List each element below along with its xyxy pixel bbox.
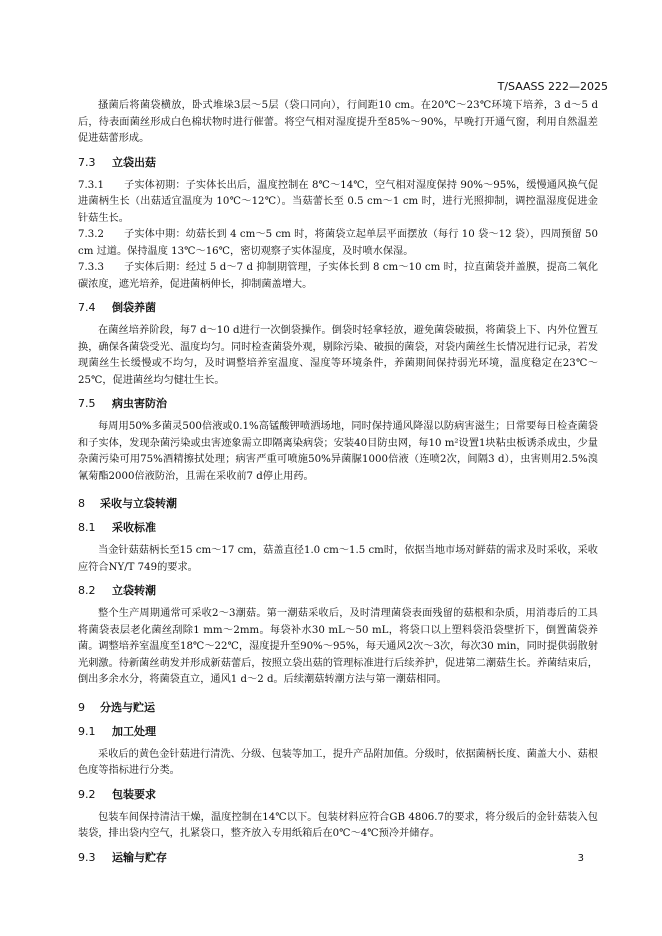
chapter-title: 采收与立袋转潮 <box>100 497 177 510</box>
clause-7-3-1 <box>78 178 598 228</box>
chapter-number: 9 <box>78 700 85 714</box>
section-number: 7.4 <box>78 301 96 314</box>
section-number: 7.3 <box>78 155 96 169</box>
section-8-2-heading <box>78 584 598 598</box>
clause-7-3-2 <box>78 227 598 260</box>
clause-text: 子实体后期：经过 5 d～7 d 抑制期管理，子实体长到 8 cm～10 cm 时，拉直菌袋并盖膜，提高二氧化碳浓度，遮光培养，促进菌柄伸长，抑制菌盖增大。 <box>78 262 598 290</box>
section-number: 9.2 <box>78 787 96 801</box>
section-number: 8.1 <box>78 521 96 534</box>
clause-number: 7.3.3 <box>78 262 104 273</box>
section-title: 采收标准 <box>112 521 156 534</box>
clause-number: 7.3.1 <box>78 179 104 191</box>
section-9-2-paragraph: 包装车间保持清洁干燥，温度控制在14℃以下。包装材料应符合GB 4806.7的要求，将分级后的金针菇装入包装袋，排出袋内空气，扎紧袋口，整齐放入专用纸箱后在0℃～4℃预冷并储存。 <box>78 811 598 839</box>
section-7-4-paragraph: 在菌丝培养阶段，每7 d～10 d进行一次倒袋操作。倒袋时轻拿轻放，避免菌袋破损，将菌袋上下、内外位置互换，确保各菌袋受光、温度均匀。同时检查菌袋外观，剔除污染、破损的菌袋，对袋内菌丝生长情况进行记录，若发现菌丝生长缓慢或不均匀，及时调整培养室温度、湿度等环境条件，养菌期间保持弱光环境，温度稳定在23℃～25℃，促进菌丝均匀健壮生长。 <box>78 325 598 386</box>
intro-paragraph: 搔菌后将菌袋横放，卧式堆垛3层～5层（袋口同向），行间距10 cm。在20℃～23℃环境下培养，3 d～5 d后，待表面菌丝形成白色棉状物时进行催蕾。将空气相对湿度提升至85%～90%，早晚打开通气窗，利用自然温差促进菇蕾形成。 <box>78 100 598 144</box>
section-title: 倒袋养菌 <box>112 301 156 314</box>
section-number: 8.2 <box>78 584 96 597</box>
page-number: 3 <box>577 853 584 864</box>
section-7-5-heading <box>78 397 598 411</box>
section-7-4-heading <box>78 301 598 315</box>
section-title: 病虫害防治 <box>112 397 167 410</box>
section-9-1-paragraph: 采收后的黄色金针菇进行清洗、分级、包装等加工，提升产品附加值。分级时，依据菌柄长度、菌盖大小、菇根色度等指标进行分类。 <box>78 748 598 776</box>
clause-7-3-3 <box>78 260 598 293</box>
clause-number: 7.3.2 <box>78 229 104 240</box>
section-8-1-heading <box>78 521 598 535</box>
chapter-8-heading <box>78 497 598 511</box>
section-9-3-heading <box>78 851 598 865</box>
section-7-5-paragraph: 每周用50%多菌灵500倍液或0.1%高锰酸钾喷洒场地，同时保持通风降湿以防病害滋生；日常要每日检查菌袋和子实体，发现杂菌污染或虫害迹象需立即隔离染病袋；安装40目防虫网，每10 m²设置1块粘虫板诱杀成虫，少量杂菌污染可用75%酒精擦拭处理；病害严重可喷施50%异菌脲1000倍液（连喷2次，间隔3 d），虫害则用2.5%溴氰菊酯2000倍液防治，且需在采收前7 d停止用药。 <box>78 421 598 482</box>
section-8-2-paragraph: 整个生产周期通常可采收2～3潮菇。第一潮菇采收后，及时清理菌袋表面残留的菇根和杂质，用消毒后的工具将菌袋表层老化菌丝刮除1 mm～2mm。每袋补水30 mL～50 mL，将袋口以上塑料袋沿袋壁折下，倒置菌袋养菌。调整培养室温度至18℃～22℃，湿度提升至90%～95%，每天通风2次～3次，每次30 min，同时提供弱散射光刺激。待新菌丝萌发并形成新菇蕾后，按照立袋出菇的管理标准进行后续养护，促进第二潮菇生长。养菌结束后，倒出多余水分，将菌袋直立，通风1 d～2 d。后续潮菇转潮方法与第一潮菇相同。 <box>78 608 598 685</box>
section-9-1-heading <box>78 725 598 739</box>
section-number: 9.1 <box>78 724 96 738</box>
section-7-3-heading <box>78 156 598 170</box>
clause-text: 子实体初期：子实体长出后，温度控制在 8℃～14℃，空气相对湿度保持 90%～95%，缓慢通风换气促进菌柄生长（出菇适宜温度为 10℃～12℃）。当菇蕾长至 0.5 cm～1 cm 时，进行光照抑制，调控温湿度促进金针菇生长。 <box>78 179 598 224</box>
section-8-1-paragraph: 当金针菇菇柄长至15 cm～17 cm，菇盖直径1.0 cm～1.5 cm时，依据当地市场对鲜菇的需求及时采收，采收应符合NY/T 749的要求。 <box>78 545 598 573</box>
section-number: 7.5 <box>78 397 96 410</box>
section-title: 包装要求 <box>112 787 156 801</box>
section-title: 加工处理 <box>112 724 156 738</box>
document-body <box>78 98 598 873</box>
section-title: 立袋出菇 <box>112 155 156 169</box>
chapter-number: 8 <box>78 497 85 510</box>
section-title: 立袋转潮 <box>112 584 156 597</box>
section-title: 运输与贮存 <box>112 850 167 864</box>
clause-text: 子实体中期：幼菇长到 4 cm～5 cm 时，将菌袋立起单层平面摆放（每行 10 袋～12 袋），四周预留 50 cm 过道。保持温度 13℃～16℃，密切观察子实体湿度，及时喷水保湿。 <box>78 229 598 257</box>
chapter-9-heading <box>78 701 598 715</box>
section-number: 9.3 <box>78 850 96 864</box>
section-9-2-heading <box>78 788 598 802</box>
standard-code: T/SAASS 222—2025 <box>497 80 608 93</box>
chapter-title: 分选与贮运 <box>100 700 155 714</box>
